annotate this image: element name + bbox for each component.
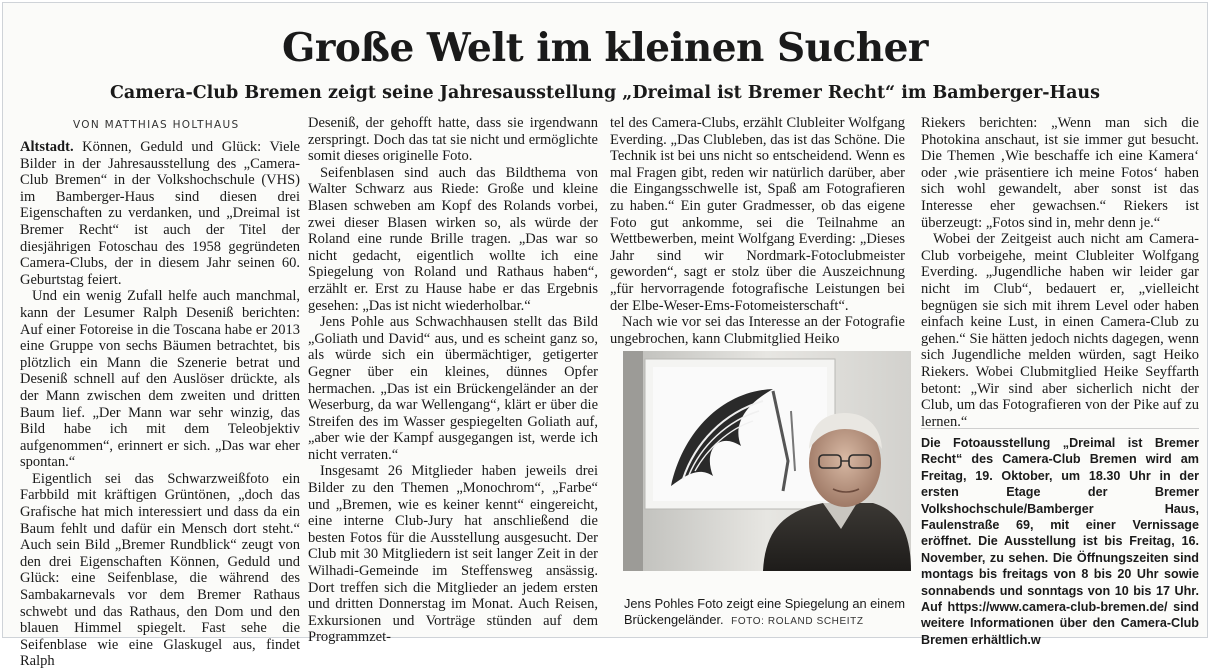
paragraph-text: Können, Geduld und Glück: Viele Bilder in der Jahresausstellung des „Camera-Club Bremen“ in der Volkshochschule (VHS) im Bamberger-Haus sind diesen drei Eigenschaften zu verdanken, und „Dreimal ist Bremer Recht“ ist auch der Titel der diesjährigen Fotoschau des 1958 gegründeten Camera-Clubs, der in diesem Jahr seinen 60. Geburtstag feiert.	[20, 139, 300, 288]
text-column-3	[610, 115, 905, 347]
paragraph: Und ein wenig Zufall helfe auch manchmal, kann der Lesumer Ralph Deseniß berichten: Auf einer Fotoreise in die Toscana habe er 2013 eine Gruppe von sechs Bäumen betrachtet, bis plötzlich ein Mann die Szenerie betrat und Deseniß schnell auf den Auslöser drückte, als der Mann zwischen dem zweiten und dritten Baum lief. „Der Mann war sehr winzig, das Bild habe ich mit dem Teleobjektiv aufgenommen“, erinnert er sich. „Das war eher spontan.“	[20, 288, 300, 471]
paragraph: Jens Pohle aus Schwachhausen stellt das Bild „Goliath und David“ aus, und es scheint ganz so, als würde sich ein übermächtiger, getigerter Gegner über ein kleines, dünnes Opfer hermachen. „Das ist ein Brückengeländer an der Weserburg, da war Wellengang“, klärt er über die Streifen des im Wasser gespiegelten Goliath auf, „aber wie der Kampf ausgegangen ist, werde ich nicht verraten.“	[308, 314, 598, 463]
paragraph	[20, 139, 300, 288]
paragraph: tel des Camera-Clubs, erzählt Clubleiter Wolfgang Everding. „Das Clubleben, das ist das Schöne. Die Technik ist bei uns nicht so entscheidend. Wenn es mal Fragen gibt, reden wir natürlich darüber, aber die Eingangsschwelle ist, Spaß am Fotografieren zu haben.“ Ein guter Gradmesser, ob das eigene Foto gut ankomme, sei die Teilnahme an Wettbewerben, meint Wolfgang Everding: „Dieses Jahr sind wir Nordmark-Fotoclubmeister geworden“, sagt er stolz über die Auszeichnung „für hervorragende fotografische Leistungen bei der Elbe-Weser-Ems-Fotomeisterschaft“.	[610, 115, 905, 314]
text-column-4	[921, 115, 1199, 435]
subheadline: Camera-Club Bremen zeigt seine Jahresausstellung „Dreimal ist Bremer Recht“ im Bamberger-Haus	[109, 83, 1101, 103]
paragraph: Insgesamt 26 Mitglieder haben jeweils drei Bilder zu den Themen „Monochrom“, „Farbe“ und „Bremen, wie es keiner kennt“ eingereicht, eine interne Club-Jury hat anschließend die besten Fotos für die Ausstellung ausgesucht. Der Club mit 30 Mitgliedern ist seit langer Zeit in der Wilhadi-Gemeinde im Steffensweg ansässig. Dort treffen sich die Mitglieder an jedem ersten und dritten Donnerstag im Monat. Auch Reisen, Exkursionen und Vorträge stünden auf dem Programmzet-	[308, 463, 598, 646]
paragraph: Riekers berichten: „Wenn man sich die Photokina anschaut, ist sie immer gut besucht. Die Themen ‚Wie beschaffe ich eine Kamera‘ oder ‚wie präsentiere ich meine Fotos‘ haben sich wohl gewandelt, aber sonst ist das Interesse eher gewachsen.“ Riekers ist überzeugt: „Fotos sind in, mehr denn je.“	[921, 115, 1199, 231]
byline: VON MATTHIAS HOLTHAUS	[73, 119, 240, 131]
headline: Große Welt im kleinen Sucher	[282, 25, 928, 71]
exhibition-info-box	[921, 435, 1199, 647]
paragraph: Eigentlich sei das Schwarzweißfoto ein Farbbild mit kräftigen Grüntönen, „doch das Grafische hat mich interessiert und dass da ein Baum fehlt und dafür ein Mensch dort steht.“ Auch sein Bild „Bremer Rundblick“ zeugt von den drei Eigenschaften Können, Geduld und Glück: eine Seifenblase, die während des Sambakarnevals vor dem Bremer Rathaus schwebt und das Rathaus, den Dom und den blauen Himmel spiegelt. Fast sehe die Seifenblase wie eine Glaskugel aus, findet Ralph	[20, 470, 300, 670]
column-divider	[921, 428, 1199, 429]
paragraph: Seifenblasen sind auch das Bildthema von Walter Schwarz aus Riede: Große und kleine Blasen schweben am Kopf des Rolands vorbei, zwei dieser Blasen wirken so, als würde der Roland eine runde Brille tragen. „Das war so nicht gedacht, eigentlich wollte ich eine Spiegelung von Roland und Rathaus haben“, erzählt er. Erst zu Hause habe er das Ergebnis gesehen: „Das ist nicht wiederholbar.“	[308, 164, 598, 314]
club-member-photo	[623, 351, 911, 571]
paragraph: Wobei der Zeitgeist auch nicht am Camera-Club vorbeigehe, meint Clubleiter Wolfgang Everding. „Jugendliche haben wir leider gar nicht im Club“, bedauert er, „vielleicht begnügen sie sich mit ihrem Level oder haben einfach keine Lust, in einen Camera-Club zu gehen.“ Sie hätten jedoch nichts dagegen, wenn sich Jugendliche melden würden, sagt Heiko Riekers. Wobei Clubmitglied Heike Seyffarth betont: „Wir sind aber sicherlich nicht der Club, um das Fotografieren von der Pike auf zu lernen.“	[921, 231, 1199, 430]
text-column-2	[308, 115, 598, 646]
newspaper-article	[2, 2, 1208, 670]
info-text: Die Fotoausstellung „Dreimal ist Bremer Recht“ des Camera-Club Bremen wird am Freitag, 19. Oktober, um 18.30 Uhr in der ersten Etage der Bremer Volkshochschule/Bamberger Haus, Faulenstraße 69, mit einer Vernissage eröffnet. Die Ausstellung ist bis Freitag, 16. November, zu sehen. Die Öffnungszeiten sind montags bis freitags von 8 bis 20 Uhr sowie sonnabends und sonntags von 10 bis 17 Uhr. Auf https://www.camera-club-bremen.de/ sind weitere Informationen über den Camera-Club Bremen erhältlich.w	[921, 436, 1199, 647]
paragraph: Deseniß, der gehofft hatte, dass sie irgendwann zerspringt. Doch das tat sie nicht und ermöglichte somit dieses originelle Foto.	[308, 115, 598, 165]
photo-credit: FOTO: ROLAND SCHEITZ	[731, 616, 864, 627]
photo-caption	[624, 596, 914, 630]
paragraph: Nach wie vor sei das Interesse an der Fotografie ungebrochen, kann Clubmitglied Heiko	[610, 314, 905, 347]
caption-text: Jens Pohles Foto zeigt eine Spiegelung an einem Brückengeländer.	[624, 596, 906, 627]
text-column-1	[20, 139, 300, 670]
dateline: Altstadt.	[20, 139, 74, 155]
